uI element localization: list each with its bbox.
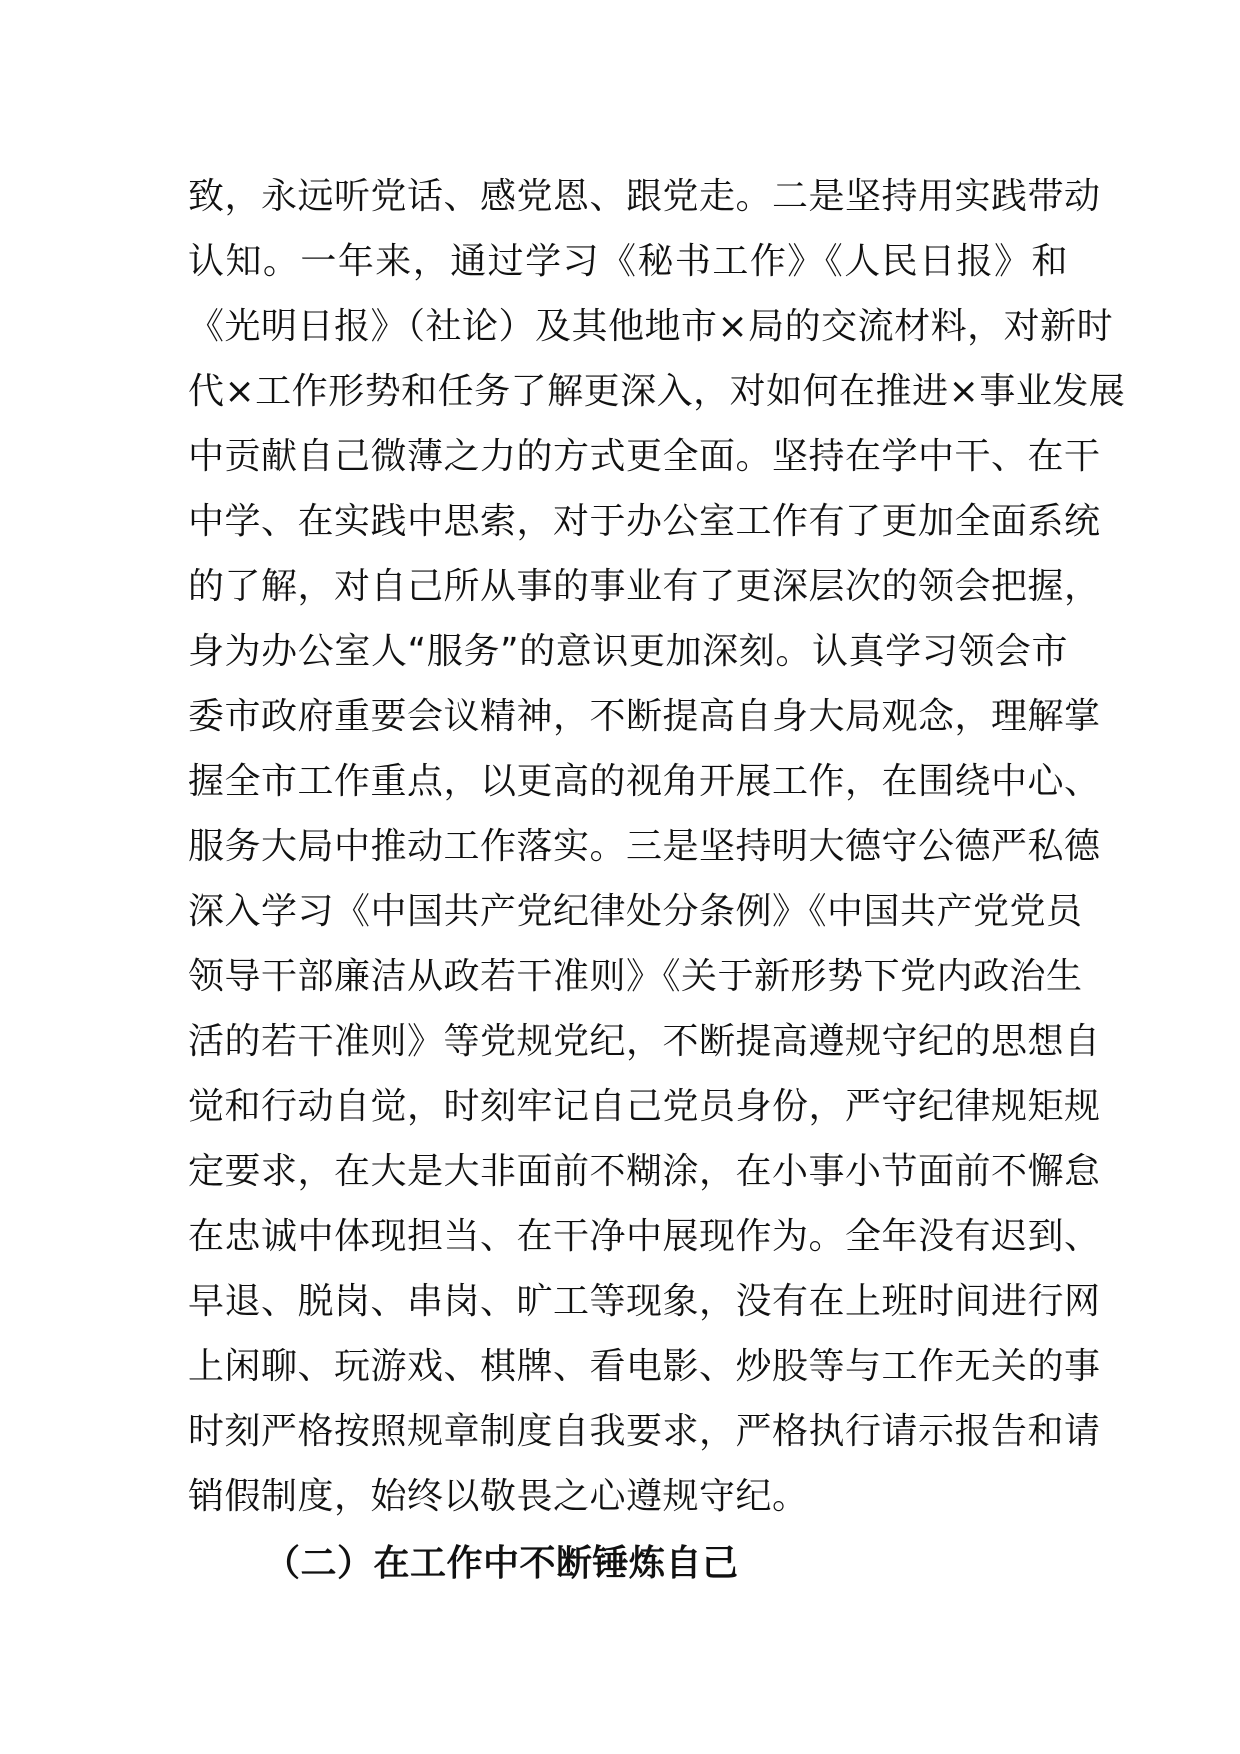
- text-line: 握全市工作重点，以更高的视角开展工作，在围绕中心、: [188, 761, 1101, 802]
- text-line: 深入学习《中国共产党纪律处分条例》《中国共产党党员: [188, 891, 1083, 932]
- text-line: 定要求，在大是大非面前不糊涂，在小事小节面前不懈怠: [188, 1151, 1101, 1192]
- body-text: [188, 164, 1126, 1529]
- text-line: 认知。一年来，通过学习《秘书工作》《人民日报》和: [188, 241, 1068, 282]
- text-line: 代×工作形势和任务了解更深入，对如何在推进×事业发展: [188, 371, 1126, 412]
- text-line: 的了解，对自己所从事的事业有了更深层次的领会把握，: [188, 566, 1101, 607]
- text-line: 在忠诚中体现担当、在干净中展现作为。全年没有迟到、: [188, 1216, 1101, 1257]
- section-heading: （二）在工作中不断锤炼自己: [264, 1543, 739, 1584]
- text-line: 服务大局中推动工作落实。三是坚持明大德守公德严私德: [188, 826, 1101, 867]
- text-line: 领导干部廉洁从政若干准则》《关于新形势下党内政治生: [188, 956, 1083, 997]
- text-line: 中学、在实践中思索，对于办公室工作有了更加全面系统: [188, 501, 1101, 542]
- text-line: 活的若干准则》等党规党纪，不断提高遵规守纪的思想自: [188, 1021, 1101, 1062]
- text-line: 中贡献自己微薄之力的方式更全面。坚持在学中干、在干: [188, 436, 1101, 477]
- text-line: 早退、脱岗、串岗、旷工等现象，没有在上班时间进行网: [188, 1281, 1101, 1322]
- text-line: 《光明日报》（社论）及其他地市×局的交流材料，对新时: [188, 306, 1114, 347]
- text-line: 委市政府重要会议精神，不断提高自身大局观念，理解掌: [188, 696, 1101, 737]
- text-line: 销假制度，始终以敬畏之心遵规守纪。: [188, 1476, 809, 1517]
- text-line: 上闲聊、玩游戏、棋牌、看电影、炒股等与工作无关的事: [188, 1346, 1101, 1387]
- text-line: 觉和行动自觉，时刻牢记自己党员身份，严守纪律规矩规: [188, 1086, 1101, 1127]
- text-line: 时刻严格按照规章制度自我要求，严格执行请示报告和请: [188, 1411, 1101, 1452]
- text-line: 致，永远听党话、感党恩、跟党走。二是坚持用实践带动: [188, 176, 1101, 217]
- text-line: 身为办公室人“服务”的意识更加深刻。认真学习领会市: [188, 631, 1068, 672]
